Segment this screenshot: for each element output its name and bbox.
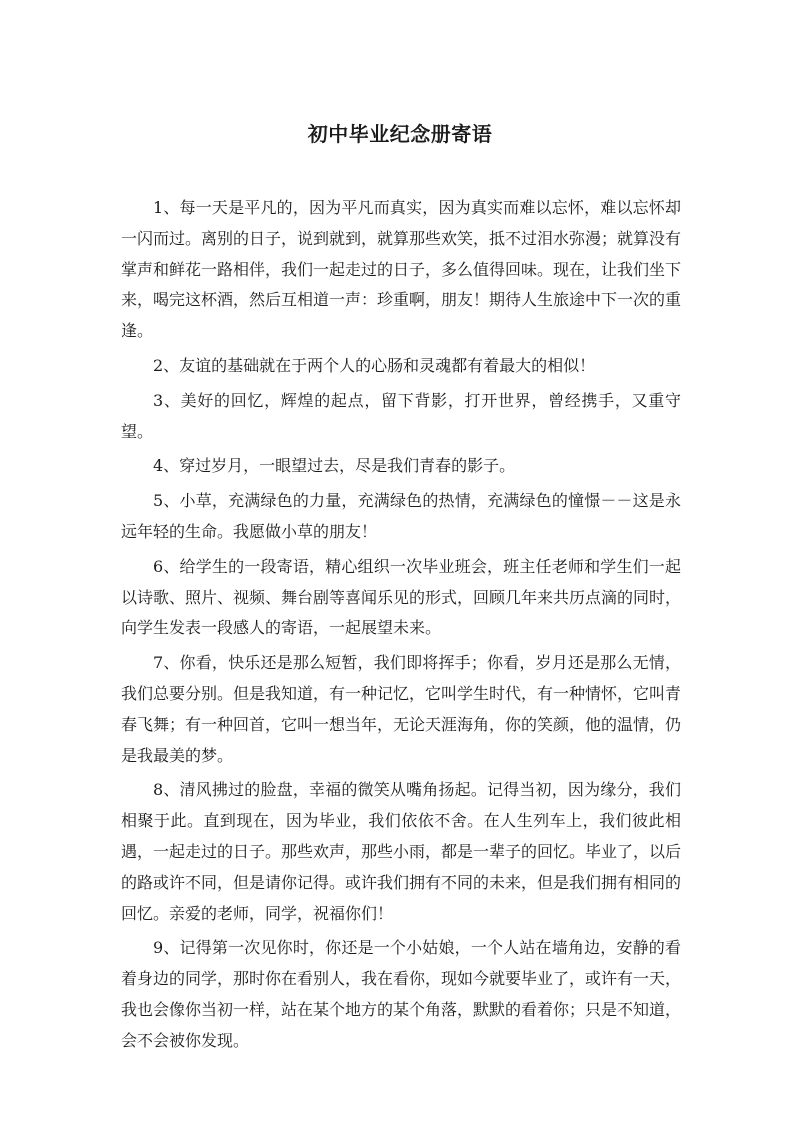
paragraph-5: 5、小草，充满绿色的力量，充满绿色的热情，充满绿色的憧憬－－这是永远年轻的生命。我愿做小草的朋友！: [121, 491, 681, 541]
paragraph-3: 3、美好的回忆，辉煌的起点，留下背影，打开世界，曾经携手，又重守望。: [121, 390, 681, 441]
paragraph-8: 8、清风拂过的脸盘，幸福的微笑从嘴角扬起。记得当初，因为缘分，我们相聚于此。直到现在，因为毕业，我们依依不舍。在人生列车上，我们彼此相遇，一起走过的日子。那些欢声，那些小雨，都是一辈子的回忆。毕业了，以后的路或许不同，但是请你记得。或许我们拥有不同的未来，但是我们拥有相同的回忆。亲爱的老师，同学，祝福你们！: [121, 780, 682, 923]
paragraph-6: 6、给学生的一段寄语，精心组织一次毕业班会，班主任老师和学生们一起以诗歌、照片、视频、舞台剧等喜闻乐见的形式，回顾几年来共历点滴的同时，向学生发表一段感人的寄语，一起展望未来。: [121, 556, 682, 638]
paragraph-7: 7、你看，快乐还是那么短暂，我们即将挥手；你看，岁月还是那么无情，我们总要分别。但是我知道，有一种记忆，它叫学生时代，有一种情怀，它叫青春飞舞；有一种回首，它叫一想当年，无论天涯海角，你的笑颜，他的温情，仍是我最美的梦。: [121, 653, 682, 765]
paragraph-2: 2、友谊的基础就在于两个人的心肠和灵魂都有着最大的相似！: [153, 355, 596, 375]
document-body: [121, 193, 681, 1061]
paragraph-1: 1、每一天是平凡的，因为平凡而真实，因为真实而难以忘怀，难以忘怀却一闪而过。离别的日子，说到就到，就算那些欢笑，抵不过泪水弥漫；就算没有掌声和鲜花一路相伴，我们一起走过的日子，多么值得回味。现在，让我们坐下来，喝完这杯酒，然后互相道一声：珍重啊，朋友！期待人生旅途中下一次的重逢。: [121, 198, 682, 341]
paragraph-4: 4、穿过岁月，一眼望过去，尽是我们青春的影子。: [153, 456, 516, 476]
document-title: 初中毕业纪念册寄语: [307, 122, 493, 146]
paragraph-9: 9、记得第一次见你时，你还是一个小姑娘，一个人站在墙角边，安静的看着身边的同学，那时你在看别人，我在看你，现如今就要毕业了，或许有一天，我也会像你当初一样，站在某个地方的某个角落，默默的看着你；只是不知道，会不会被你发现。: [121, 938, 682, 1050]
